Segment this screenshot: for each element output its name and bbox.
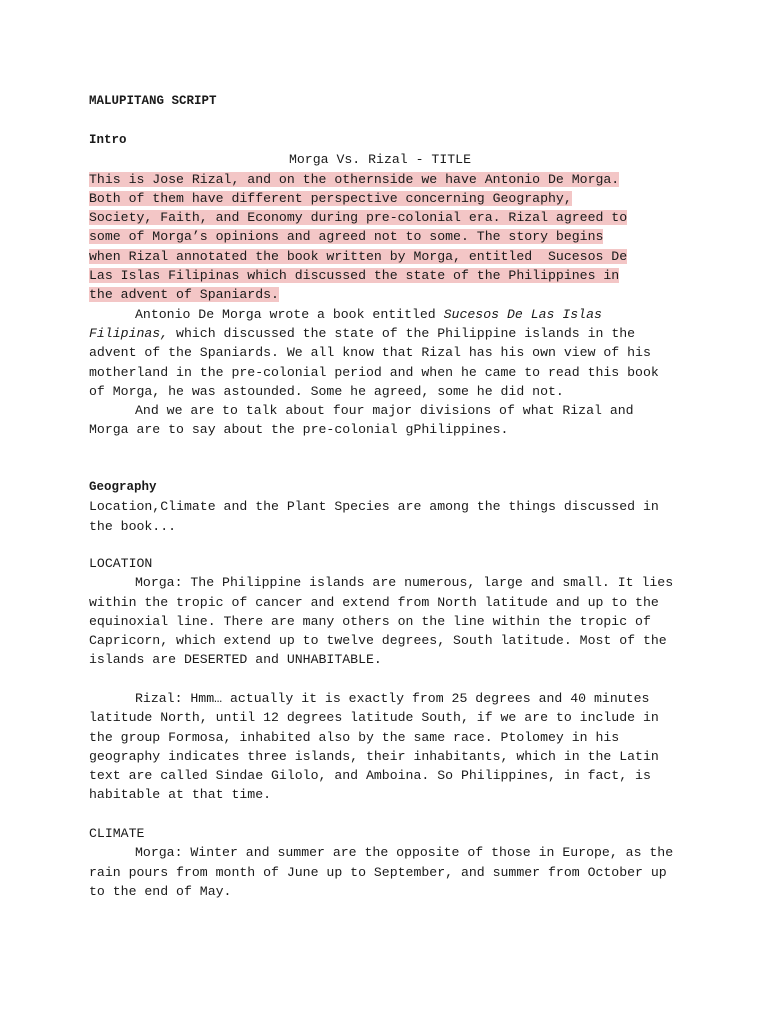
climate-heading: CLIMATE bbox=[89, 826, 145, 841]
geography-text: Location,Climate and the Plant Species are among the things discussed in the book... bbox=[89, 499, 659, 534]
highlighted-text: This is Jose Rizal, and on the othernside we have Antonio De Morga. bbox=[89, 171, 620, 187]
highlighted-line bbox=[89, 266, 679, 285]
location-heading: LOCATION bbox=[89, 556, 153, 571]
highlighted-line bbox=[89, 247, 679, 266]
script-title: Morga Vs. Rizal - TITLE bbox=[288, 152, 472, 168]
paragraph-text: which discussed the state of the Philippine islands in the advent of the Spaniards. We all know that Rizal has his own view of his motherland in the pre-colonial period and when he came to read this book of Morga, he was astounded. Some he agreed, some he did not. bbox=[89, 325, 659, 399]
highlighted-text: some of Morga’s opinions and agreed not to some. The story begins bbox=[89, 229, 604, 245]
location-rizal-paragraph: Rizal: Hmm… actually it is exactly from 25 degrees and 40 minutes latitude North, until 12 degrees latitude South, if we are to include in the group Formosa, inhabited also by the same race. Ptolomey in his geography indicates three islands, their inhabitants, which in the Latin text are called Sindae Gilolo, and Amboina. So Philippines, in fact, is habitable at that time. bbox=[89, 691, 659, 803]
highlighted-line bbox=[89, 170, 679, 189]
location-rizal-block bbox=[89, 689, 679, 805]
document-title: MALUPITANG SCRIPT bbox=[89, 94, 217, 108]
highlighted-text: Society, Faith, and Economy during pre-colonial era. Rizal agreed to bbox=[89, 210, 628, 226]
geography-section bbox=[89, 478, 679, 536]
location-section bbox=[89, 554, 679, 670]
intro-paragraph-divisions: And we are to talk about four major divisions of what Rizal and Morga are to say about the pre-colonial gPhilippines. bbox=[89, 403, 634, 438]
highlighted-text: when Rizal annotated the book written by Morga, entitled Sucesos De bbox=[89, 248, 628, 264]
highlighted-line bbox=[89, 227, 679, 246]
location-morga-paragraph: Morga: The Philippine islands are numerous, large and small. It lies within the tropic of cancer and extend from North latitude and up to the equinoxial line. There are many others on the line within the tropic of Capricorn, which extend up to twelve degrees, South latitude. Most of the islands are DESERTED and UNHABITABLE. bbox=[89, 575, 674, 668]
highlighted-intro bbox=[89, 170, 679, 305]
geography-heading: Geography bbox=[89, 480, 157, 494]
climate-section bbox=[89, 824, 679, 901]
highlighted-text: Las Islas Filipinas which discussed the state of the Philippines in bbox=[89, 268, 620, 284]
intro-heading: Intro bbox=[89, 133, 127, 147]
highlighted-line bbox=[89, 208, 679, 227]
highlighted-text: Both of them have different perspective concerning Geography, bbox=[89, 190, 572, 206]
highlighted-line bbox=[89, 189, 679, 208]
climate-morga-paragraph: Morga: Winter and summer are the opposite of those in Europe, as the rain pours from month of June up to September, and summer from October up to the end of May. bbox=[89, 845, 674, 899]
highlighted-line bbox=[89, 285, 679, 304]
highlighted-text: the advent of Spaniards. bbox=[89, 287, 279, 303]
intro-paragraph-morga-book bbox=[89, 305, 679, 401]
book-title-italic: Sucesos De Las Islas Filipinas, bbox=[89, 306, 602, 341]
paragraph-text: Antonio De Morga wrote a book entitled bbox=[135, 306, 444, 322]
intro-section bbox=[89, 131, 679, 440]
